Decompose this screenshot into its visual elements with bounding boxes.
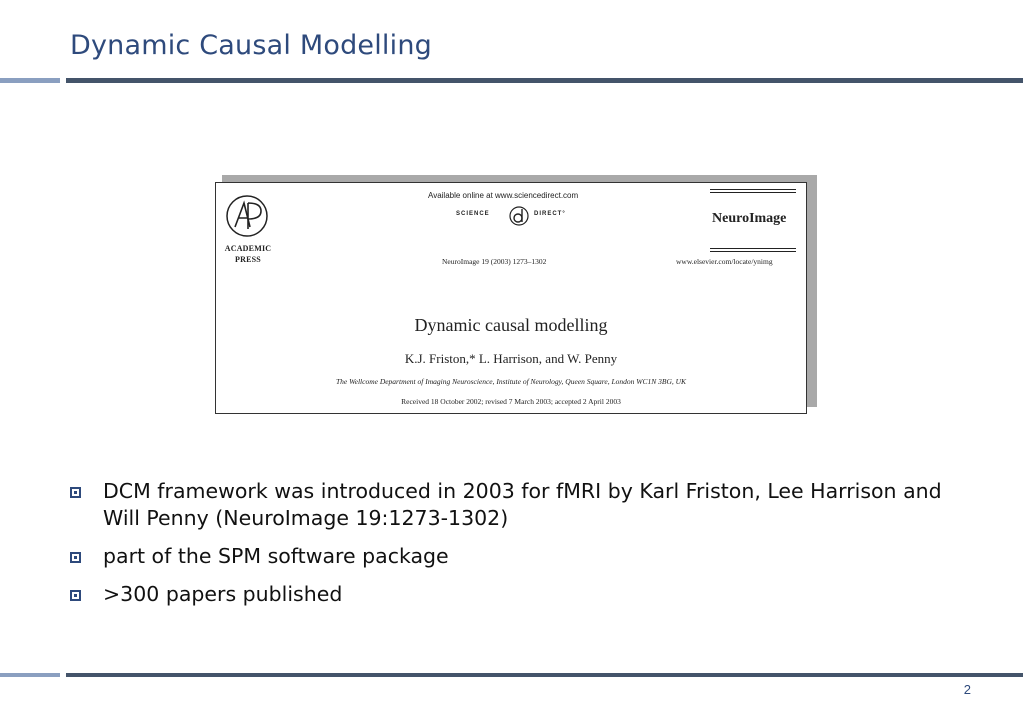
journal-name: NeuroImage [712, 211, 787, 226]
journal-rule [710, 248, 796, 249]
list-item [70, 543, 970, 570]
paper-authors: K.J. Friston,* L. Harrison, and W. Penny [404, 351, 618, 366]
journal-rule [710, 251, 796, 252]
title-rule [66, 78, 1023, 83]
bullet-text: >300 papers published [103, 582, 343, 606]
sciencedirect-logo [456, 205, 586, 225]
paper-received: Received 18 October 2002; revised 7 March 2003; accepted 2 April 2003 [401, 397, 621, 406]
journal-rule [710, 189, 796, 190]
footer-rule [66, 673, 1023, 677]
sciencedirect-left: SCIENCE [456, 211, 490, 217]
paper-title: Dynamic causal modelling [414, 315, 608, 335]
page-number: 2 [963, 682, 971, 697]
square-bullet-icon [70, 552, 81, 563]
journal-url: www.elsevier.com/locate/ynimg [676, 257, 773, 266]
journal-rule [710, 192, 796, 193]
publisher-logo-text: ACADEMIC PRESS [224, 244, 272, 264]
academic-press-logo-icon [224, 193, 270, 239]
slide-title: Dynamic Causal Modelling [70, 30, 432, 61]
bullet-list [70, 478, 970, 619]
paper-affiliation: The Wellcome Department of Imaging Neuroscience, Institute of Neurology, Queen Square, London WC1N 3BG, UK [335, 377, 687, 386]
footer-rule-accent [0, 673, 60, 677]
square-bullet-icon [70, 590, 81, 601]
square-bullet-icon [70, 487, 81, 498]
bullet-text: DCM framework was introduced in 2003 for fMRI by Karl Friston, Lee Harrison and Will Penny (NeuroImage 19:1273-1302) [103, 479, 942, 530]
list-item [70, 581, 970, 608]
available-online: Available online at www.sciencedirect.com [428, 191, 579, 200]
sciencedirect-d-icon [508, 205, 530, 227]
bullet-text: part of the SPM software package [103, 544, 449, 568]
paper-header-image [215, 182, 807, 414]
journal-reference: NeuroImage 19 (2003) 1273–1302 [442, 257, 547, 266]
title-rule-accent [0, 78, 60, 83]
list-item [70, 478, 970, 532]
sciencedirect-right: DIRECT° [534, 211, 566, 217]
